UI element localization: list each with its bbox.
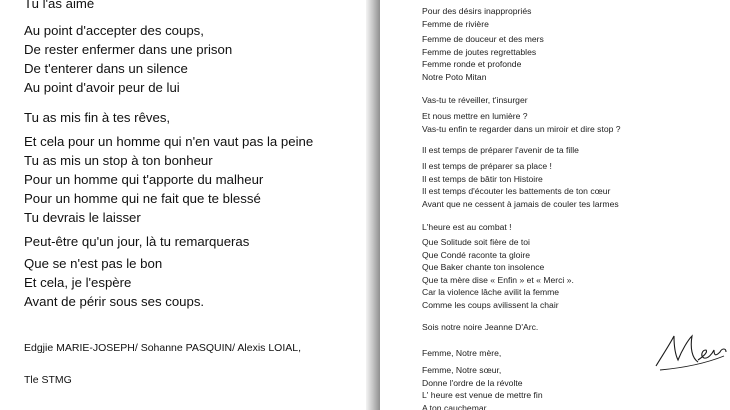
poem-line: Car la violence lâche avilit la femme bbox=[422, 287, 560, 297]
poem-line: Vas-tu enfin te regarder dans un miroir et dire stop ? bbox=[422, 123, 621, 134]
poem-line: Il est temps d'écouter les battements de ton cœur bbox=[422, 186, 611, 196]
poem-line: Il est temps de préparer l'avenir de ta fille bbox=[422, 145, 579, 155]
poem-line: Femme de douceur et des mers bbox=[422, 34, 544, 44]
poem-line: Au point d'accepter des coups, bbox=[24, 23, 204, 38]
poem-line: Avant de périr sous ses coups. bbox=[24, 294, 205, 309]
stanza bbox=[24, 0, 94, 13]
book-gutter bbox=[366, 0, 380, 410]
stanza bbox=[422, 144, 579, 157]
stanza bbox=[422, 110, 621, 135]
authors-credit: Edgjie MARIE-JOSEPH/ Sohanne PASQUIN/ Alexis LOIAL, bbox=[24, 342, 302, 354]
poem-line: Femme de joutes regrettables bbox=[422, 46, 537, 57]
poem-line: Que ta mère dise « Enfin » et « Merci ». bbox=[422, 274, 574, 285]
poem-line: Tu as mis un stop à ton bonheur bbox=[24, 153, 213, 168]
merci-signature bbox=[652, 326, 728, 374]
poem-line: Peut-être qu'un jour, là tu remarqueras bbox=[24, 234, 250, 249]
poem-line: Femme de rivière bbox=[422, 18, 489, 29]
poem-line: Tu l'as aimé bbox=[24, 0, 95, 11]
poem-line: Il est temps de bâtir ton Histoire bbox=[422, 173, 543, 184]
poem-line: Que Solitude soit fière de toi bbox=[422, 237, 530, 247]
poem-line: Tu devrais le laisser bbox=[24, 210, 141, 225]
poem-line: Femme ronde et profonde bbox=[422, 59, 522, 69]
poem-line: De rester enfermer dans une prison bbox=[24, 42, 233, 57]
poem-line: L'heure est au combat ! bbox=[422, 222, 512, 232]
poem-line: Sois notre noire Jeanne D'Arc. bbox=[422, 322, 539, 332]
poem-line: Notre Poto Mitan bbox=[422, 71, 487, 82]
poem-line: A ton cauchemar bbox=[422, 402, 487, 410]
poem-line: L' heure est venue de mettre fin bbox=[422, 390, 543, 400]
poem-line: Comme les coups avilissent la chair bbox=[422, 299, 559, 310]
poem-line: Que Condé raconte ta gloire bbox=[422, 249, 530, 260]
poem-line: Tu as mis fin à tes rêves, bbox=[24, 110, 171, 125]
poem-line: Pour un homme qui t'apporte du malheur bbox=[24, 172, 264, 187]
poem-line: Pour des désirs inappropriés bbox=[422, 6, 532, 16]
poem-line: Au point d'avoir peur de lui bbox=[24, 80, 180, 95]
poem-line: Vas-tu te réveiller, t'insurger bbox=[422, 95, 528, 105]
poem-line: Et cela, je l'espère bbox=[24, 275, 132, 290]
stanza bbox=[422, 236, 574, 311]
stanza bbox=[422, 321, 538, 334]
poem-line: Et nous mettre en lumière ? bbox=[422, 111, 528, 121]
stanza bbox=[422, 94, 528, 107]
poem-line: Avant que ne cessent à jamais de couler tes larmes bbox=[422, 198, 619, 209]
poem-line: Femme, Notre sœur, bbox=[422, 365, 502, 375]
stanza bbox=[422, 33, 544, 83]
stanza bbox=[24, 21, 232, 97]
poem-line: Que se n'est pas le bon bbox=[24, 256, 163, 271]
stanza bbox=[24, 132, 313, 227]
poem-line: Femme, Notre mère, bbox=[422, 348, 502, 358]
poem-line: De t'enterer dans un silence bbox=[24, 61, 188, 76]
poem-line: Pour un homme qui ne fait que te blessé bbox=[24, 191, 261, 206]
stanza bbox=[422, 5, 531, 30]
stanza bbox=[422, 221, 512, 234]
poem-line: Que Baker chante ton insolence bbox=[422, 262, 545, 272]
poem-line: Donne l'ordre de la révolte bbox=[422, 377, 523, 388]
stanza bbox=[24, 232, 249, 251]
poem-line: Et cela pour un homme qui n'en vaut pas la peine bbox=[24, 134, 314, 149]
stanza bbox=[422, 364, 543, 410]
poem-line: Il est temps de préparer sa place ! bbox=[422, 161, 552, 171]
right-page bbox=[380, 0, 730, 410]
class-label: Tle STMG bbox=[24, 374, 72, 386]
stanza bbox=[24, 254, 204, 311]
stanza bbox=[422, 160, 619, 210]
stanza bbox=[422, 347, 501, 360]
stanza bbox=[24, 108, 170, 127]
